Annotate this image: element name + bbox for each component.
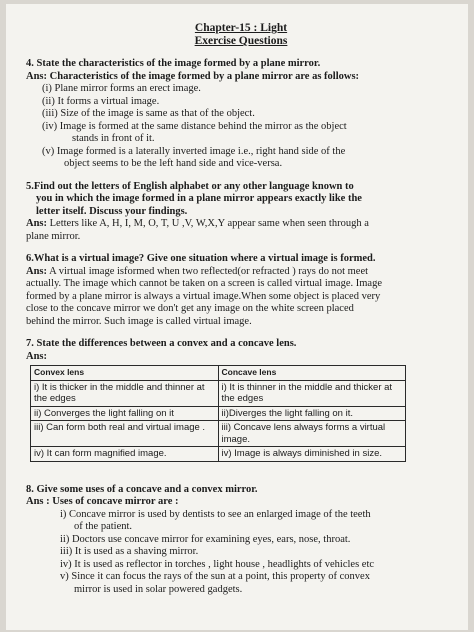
list-item: (iii) Size of the image is same as that of the object. — [42, 108, 255, 119]
question-6 — [26, 253, 456, 328]
answer-7-label: Ans: — [26, 350, 48, 362]
answer-8-intro: Ans : Uses of concave mirror are : — [26, 496, 179, 507]
list-item: v) Since it can focus the rays of the sun at a point, this property of convex — [60, 571, 370, 582]
answer-4-points — [26, 83, 456, 171]
answer-6-line: close to the concave mirror we don't get any image on the white screen placed — [26, 303, 354, 314]
question-8-text: 8. Give some uses of a concave and a convex mirror. — [26, 483, 258, 495]
question-5 — [26, 181, 456, 244]
list-item: object seems to be the left hand side and vice-versa. — [64, 158, 283, 169]
table-cell: iii) Concave lens always forms a virtual image. — [218, 421, 406, 447]
list-item: (ii) It forms a virtual image. — [42, 95, 160, 107]
table-header-concave: Concave lens — [218, 366, 406, 381]
list-item: iv) It is used as reflector in torches , light house , headlights of vehicles etc — [60, 558, 375, 570]
document-content — [26, 22, 456, 596]
table-cell: iv) Image is always diminished in size. — [218, 447, 406, 462]
list-item: stands in front of it. — [72, 133, 155, 144]
table-cell: ii)Diverges the light falling on it. — [218, 406, 406, 421]
table-row — [31, 380, 406, 406]
question-8 — [26, 484, 456, 597]
question-4-text: 4. State the characteristics of the image formed by a plane mirror. — [26, 58, 321, 69]
table-cell: iii) Can form both real and virtual image . — [31, 421, 219, 447]
table-row — [31, 421, 406, 447]
list-item: i) Concave mirror is used by dentists to see an enlarged image of the teeth — [60, 508, 371, 520]
chapter-heading — [26, 22, 456, 48]
question-5-line: letter itself. Discuss your findings. — [36, 205, 188, 217]
list-item: (v) Image formed is a laterally inverted image i.e., right hand side of the — [42, 145, 346, 157]
document-page — [6, 4, 468, 630]
question-5-line: 5.Find out the letters of English alphabet or any other language known to — [26, 180, 354, 192]
answer-6-line: actually. The image which cannot be taken on a screen is called virtual image. Image — [26, 278, 382, 289]
table-row — [31, 447, 406, 462]
table-cell: i) It is thinner in the middle and thicker at the edges — [218, 380, 406, 406]
question-7 — [26, 338, 456, 462]
answer-6-line: formed by a plane mirror is always a virtual image.When some object is placed very — [26, 290, 381, 302]
table-cell: iv) It can form magnified image. — [31, 447, 219, 462]
question-7-text: 7. State the differences between a convex and a concave lens. — [26, 338, 297, 349]
answer-6-line: Ans: A virtual image isformed when two reflected(or refracted ) rays do not meet — [26, 265, 369, 277]
list-item: (iv) Image is formed at the same distance behind the mirror as the object — [42, 120, 347, 132]
question-4 — [26, 58, 456, 171]
table-row — [31, 406, 406, 421]
answer-4-intro: Ans: Characteristics of the image formed by a plane mirror are as follows: — [26, 70, 360, 82]
list-item: mirror is used in solar powered gadgets. — [74, 583, 243, 595]
table-cell: ii) Converges the light falling on it — [31, 406, 219, 421]
question-5-line: you in which the image formed in a plane mirror appears exactly like the — [36, 193, 362, 204]
question-6-text: 6.What is a virtual image? Give one situation where a virtual image is formed. — [26, 253, 376, 264]
list-item: (i) Plane mirror forms an erect image. — [42, 83, 201, 94]
answer-8-points — [26, 509, 456, 597]
answer-5-line: plane mirror. — [26, 230, 81, 242]
lens-comparison-table — [30, 365, 406, 462]
table-header-row — [31, 366, 406, 381]
table-header-convex: Convex lens — [31, 366, 219, 381]
list-item: ii) Doctors use concave mirror for examining eyes, ears, nose, throat. — [60, 533, 351, 545]
chapter-title: Chapter-15 : Light — [194, 22, 288, 34]
list-item: iii) It is used as a shaving mirror. — [60, 546, 199, 557]
table-cell: i) It is thicker in the middle and thinner at the edges — [31, 380, 219, 406]
chapter-subtitle: Exercise Questions — [194, 35, 288, 47]
answer-6-line: behind the mirror. Such image is called virtual image. — [26, 315, 252, 327]
list-item: of the patient. — [74, 521, 133, 532]
answer-5-line: Ans: Letters like A, H, I, M, O, T, U ,V, W,X,Y appear same when seen through a — [26, 218, 369, 229]
